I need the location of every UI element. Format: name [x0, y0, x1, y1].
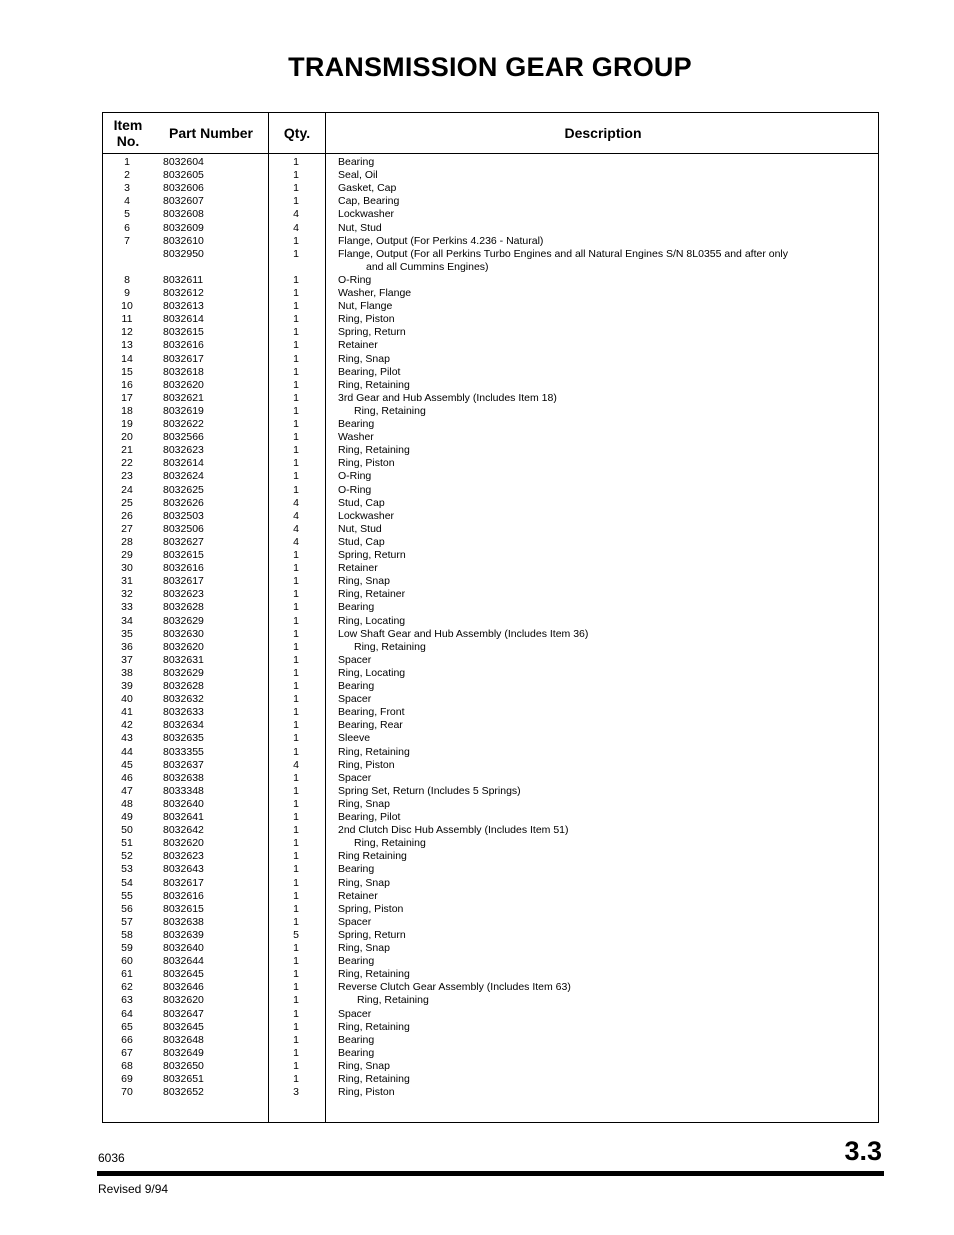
- quantity: 4: [293, 535, 299, 548]
- description: Bearing: [338, 601, 375, 614]
- description: Washer: [338, 431, 374, 444]
- description: Ring, Snap: [338, 797, 390, 810]
- item-number: 51: [121, 837, 133, 850]
- item-number: 40: [121, 693, 133, 706]
- description: Ring, Retainer: [338, 588, 406, 601]
- item-number: 2: [124, 169, 130, 182]
- quantity: 1: [293, 994, 299, 1007]
- description: Ring Retaining: [338, 850, 407, 863]
- part-number: 8032612: [163, 287, 204, 299]
- item-number: 30: [121, 562, 133, 575]
- part-number: 8032630: [163, 627, 204, 640]
- quantity: 1: [293, 483, 299, 496]
- description: O-Ring: [338, 273, 372, 286]
- part-number: 8032620: [163, 994, 204, 1007]
- item-number: 70: [121, 1086, 133, 1099]
- description: Ring, Locating: [338, 666, 406, 679]
- item-number: 14: [121, 352, 133, 365]
- quantity: 1: [293, 247, 299, 260]
- description: Ring, Piston: [338, 758, 395, 771]
- item-number: 63: [121, 994, 133, 1007]
- part-number: 8032623: [163, 588, 204, 601]
- header-part-number: Part Number: [168, 125, 254, 141]
- quantity: 1: [293, 955, 299, 968]
- quantity: 3: [293, 1086, 299, 1099]
- part-number: 8032616: [163, 562, 204, 575]
- quantity: 1: [293, 300, 299, 313]
- header-divider: [103, 153, 878, 154]
- part-number: 8032626: [163, 496, 204, 509]
- description: Bearing: [338, 680, 375, 692]
- part-number: 8032950: [163, 247, 204, 260]
- item-number: 15: [121, 365, 133, 378]
- quantity: 4: [293, 208, 299, 221]
- item-number: 6: [124, 221, 130, 234]
- description: Ring, Retaining: [354, 640, 426, 653]
- description: Ring, Piston: [338, 1086, 395, 1099]
- part-number: 8032611: [163, 273, 204, 286]
- parts-table: [102, 112, 879, 1123]
- item-number: 39: [121, 680, 133, 692]
- quantity: 1: [293, 771, 299, 784]
- quantity: 1: [293, 404, 299, 417]
- quantity: 1: [293, 156, 299, 168]
- description: Spring Set, Return (Includes 5 Springs): [338, 784, 521, 797]
- part-number: 8032629: [163, 614, 204, 627]
- item-number: 53: [121, 863, 133, 876]
- part-number: 8032640: [163, 942, 204, 954]
- quantity: 1: [293, 706, 299, 719]
- part-number: 8032608: [163, 208, 204, 221]
- description: Bearing: [338, 156, 375, 168]
- quantity: 1: [293, 1020, 299, 1033]
- item-number: 22: [121, 457, 133, 470]
- part-number: 8032641: [163, 811, 204, 823]
- quantity: 1: [293, 470, 299, 483]
- item-number: 11: [121, 313, 133, 326]
- part-number: 8032616: [163, 889, 204, 902]
- description: Nut, Stud: [338, 221, 382, 234]
- quantity: 1: [293, 889, 299, 902]
- item-number: 65: [121, 1020, 133, 1033]
- item-number: 31: [121, 575, 133, 588]
- quantity: 1: [293, 234, 299, 247]
- quantity: 1: [293, 444, 299, 457]
- item-number: 52: [121, 850, 133, 863]
- description: Spring, Piston: [338, 902, 404, 915]
- item-number: 33: [121, 601, 133, 614]
- quantity: 1: [293, 915, 299, 928]
- item-number: 46: [121, 771, 133, 784]
- item-number: 64: [121, 1007, 133, 1020]
- part-number: 8032647: [163, 1007, 204, 1020]
- description: O-Ring: [338, 470, 372, 483]
- item-number: 26: [121, 509, 133, 522]
- item-number: 25: [121, 496, 133, 509]
- quantity: 1: [293, 732, 299, 745]
- item-number: 50: [121, 824, 133, 837]
- part-number: 8032645: [163, 968, 204, 981]
- item-number: 60: [121, 955, 133, 968]
- part-number: 8032618: [163, 365, 204, 378]
- description: Ring, Locating: [338, 614, 406, 627]
- quantity: 1: [293, 797, 299, 810]
- description: Retainer: [338, 339, 378, 352]
- description: Ring, Retaining: [338, 444, 410, 457]
- part-number: 8032627: [163, 535, 204, 548]
- column-divider: [325, 113, 326, 1122]
- part-number: 8032643: [163, 863, 204, 876]
- item-number: 43: [121, 732, 133, 745]
- item-number: 32: [121, 588, 133, 601]
- footer-rule: [97, 1171, 884, 1176]
- part-number: 8032610: [163, 234, 204, 247]
- part-number: 8032651: [163, 1073, 204, 1085]
- quantity: 4: [293, 758, 299, 771]
- quantity: 5: [293, 928, 299, 941]
- part-number: 8032614: [163, 313, 204, 326]
- quantity: 1: [293, 588, 299, 601]
- part-number: 8032645: [163, 1020, 204, 1033]
- item-number: 10: [121, 300, 133, 313]
- description: 2nd Clutch Disc Hub Assembly (Includes Item 51): [338, 824, 569, 837]
- description: Bearing: [338, 418, 375, 430]
- item-number: 8: [124, 273, 130, 286]
- item-number: 49: [121, 811, 133, 823]
- description: Washer, Flange: [338, 287, 412, 299]
- item-number: 23: [121, 470, 133, 483]
- quantity: 1: [293, 549, 299, 561]
- description: Ring, Snap: [338, 876, 390, 889]
- item-number: 56: [121, 902, 133, 915]
- description: Retainer: [338, 562, 378, 575]
- item-number: 55: [121, 889, 133, 902]
- description: Flange, Output (For Perkins 4.236 - Natural): [338, 234, 544, 247]
- quantity: 1: [293, 1033, 299, 1046]
- description: Bearing, Pilot: [338, 365, 401, 378]
- description: Ring, Retaining: [354, 404, 426, 417]
- description: Gasket, Cap: [338, 182, 397, 195]
- quantity: 1: [293, 457, 299, 470]
- description: Ring, Snap: [338, 352, 390, 365]
- part-number: 8032650: [163, 1059, 204, 1072]
- part-number: 8032613: [163, 300, 204, 313]
- item-number: 17: [121, 391, 133, 404]
- description: Lockwasher: [338, 208, 395, 221]
- quantity: 1: [293, 182, 299, 195]
- item-number: 3: [124, 182, 130, 195]
- quantity: 1: [293, 1059, 299, 1072]
- part-number: 8032607: [163, 195, 204, 208]
- part-number: 8032648: [163, 1033, 204, 1046]
- description: Nut, Flange: [338, 300, 393, 313]
- part-number: 8032606: [163, 182, 204, 195]
- part-number: 8032503: [163, 509, 204, 522]
- quantity: 1: [293, 614, 299, 627]
- part-number: 8032633: [163, 706, 204, 719]
- item-number: 18: [121, 404, 133, 417]
- description: Spring, Return: [338, 549, 406, 561]
- item-number: 68: [121, 1059, 133, 1072]
- part-number: 8032566: [163, 431, 204, 444]
- quantity: 1: [293, 601, 299, 614]
- part-number: 8032617: [163, 876, 204, 889]
- quantity: 1: [293, 942, 299, 954]
- item-number: 61: [121, 968, 133, 981]
- header-no-label: No.: [116, 133, 140, 149]
- quantity: 1: [293, 1073, 299, 1085]
- description: Spacer: [338, 1007, 372, 1020]
- quantity: 1: [293, 666, 299, 679]
- quantity: 1: [293, 575, 299, 588]
- description: Spacer: [338, 915, 372, 928]
- description: Spacer: [338, 693, 372, 706]
- part-number: 8033355: [163, 745, 204, 758]
- description: Ring, Snap: [338, 575, 390, 588]
- quantity: 1: [293, 850, 299, 863]
- part-number: 8032622: [163, 418, 204, 430]
- part-number: 8032616: [163, 339, 204, 352]
- quantity: 1: [293, 562, 299, 575]
- part-number: 8032644: [163, 955, 204, 968]
- quantity: 4: [293, 496, 299, 509]
- item-number: 54: [121, 876, 133, 889]
- part-number: 8032652: [163, 1086, 204, 1099]
- part-number: 8032620: [163, 378, 204, 391]
- quantity: 1: [293, 287, 299, 299]
- item-number: 57: [121, 915, 133, 928]
- part-number: 8032646: [163, 981, 204, 994]
- header-qty: Qty.: [283, 125, 311, 141]
- quantity: 1: [293, 326, 299, 339]
- part-number: 8032632: [163, 693, 204, 706]
- description: Bearing, Front: [338, 706, 405, 719]
- section-number: 3.3: [844, 1136, 882, 1166]
- description: Spring, Return: [338, 326, 406, 339]
- part-number: 8032614: [163, 457, 204, 470]
- quantity: 1: [293, 680, 299, 692]
- quantity: 1: [293, 1046, 299, 1059]
- part-number: 8032615: [163, 326, 204, 339]
- item-number: 67: [121, 1046, 133, 1059]
- description: Cap, Bearing: [338, 195, 400, 208]
- part-number: 8032638: [163, 915, 204, 928]
- part-number: 8032624: [163, 470, 204, 483]
- description-continuation: and all Cummins Engines): [366, 260, 489, 273]
- item-number: 19: [121, 418, 133, 430]
- item-number: 12: [121, 326, 133, 339]
- description: Reverse Clutch Gear Assembly (Includes Item 63): [338, 981, 571, 994]
- description: 3rd Gear and Hub Assembly (Includes Item 18): [338, 391, 557, 404]
- item-number: 20: [121, 431, 133, 444]
- description: Low Shaft Gear and Hub Assembly (Includes Item 36): [338, 627, 589, 640]
- quantity: 1: [293, 784, 299, 797]
- quantity: 1: [293, 745, 299, 758]
- description: Ring, Retaining: [338, 968, 410, 981]
- quantity: 1: [293, 693, 299, 706]
- description: Ring, Piston: [338, 457, 395, 470]
- description: Spring, Return: [338, 928, 406, 941]
- item-number: 5: [124, 208, 130, 221]
- item-number: 47: [121, 784, 133, 797]
- description: Ring, Retaining: [354, 837, 426, 850]
- part-number: 8032634: [163, 719, 204, 732]
- quantity: 4: [293, 522, 299, 535]
- part-number: 8032631: [163, 653, 204, 666]
- description: Ring, Retaining: [338, 1073, 410, 1085]
- item-number: 37: [121, 653, 133, 666]
- part-number: 8032625: [163, 483, 204, 496]
- description: Bearing: [338, 1046, 375, 1059]
- item-number: 45: [121, 758, 133, 771]
- description: Spacer: [338, 653, 372, 666]
- part-number: 8032620: [163, 837, 204, 850]
- part-number: 8032638: [163, 771, 204, 784]
- quantity: 1: [293, 431, 299, 444]
- item-number: 44: [121, 745, 133, 758]
- item-number: 29: [121, 549, 133, 561]
- part-number: 8032619: [163, 404, 204, 417]
- header-description: Description: [564, 125, 642, 141]
- part-number: 8032623: [163, 444, 204, 457]
- quantity: 1: [293, 640, 299, 653]
- part-number: 8032639: [163, 928, 204, 941]
- item-number: 21: [121, 444, 133, 457]
- quantity: 1: [293, 1007, 299, 1020]
- quantity: 1: [293, 313, 299, 326]
- header-item-no: [103, 113, 153, 153]
- quantity: 1: [293, 378, 299, 391]
- part-number: 8032615: [163, 549, 204, 561]
- part-number: 8032623: [163, 850, 204, 863]
- quantity: 1: [293, 627, 299, 640]
- description: Lockwasher: [338, 509, 395, 522]
- description: Bearing, Pilot: [338, 811, 401, 823]
- description: Ring, Retaining: [338, 1020, 410, 1033]
- quantity: 1: [293, 902, 299, 915]
- description: Bearing: [338, 955, 375, 968]
- quantity: 1: [293, 719, 299, 732]
- item-number: 1: [124, 156, 130, 168]
- description: Stud, Cap: [338, 496, 385, 509]
- part-number: 8032637: [163, 758, 204, 771]
- description: Bearing, Rear: [338, 719, 403, 732]
- part-number: 8032604: [163, 156, 204, 168]
- item-number: 42: [121, 719, 133, 732]
- item-number: 36: [121, 640, 133, 653]
- header-item-label: Item: [113, 117, 143, 133]
- quantity: 1: [293, 273, 299, 286]
- part-number: 8032628: [163, 680, 204, 692]
- description: Ring, Piston: [338, 313, 395, 326]
- item-number: 13: [121, 339, 133, 352]
- item-number: 59: [121, 942, 133, 954]
- part-number: 8032617: [163, 352, 204, 365]
- item-number: 9: [124, 287, 130, 299]
- quantity: 4: [293, 509, 299, 522]
- part-number: 8032620: [163, 640, 204, 653]
- part-number: 8032635: [163, 732, 204, 745]
- item-number: 16: [121, 378, 133, 391]
- revision-note: Revised 9/94: [98, 1182, 169, 1196]
- quantity: 1: [293, 653, 299, 666]
- quantity: 1: [293, 837, 299, 850]
- part-number: 8032649: [163, 1046, 204, 1059]
- part-number: 8032640: [163, 797, 204, 810]
- description: Flange, Output (For all Perkins Turbo Engines and all Natural Engines S/N 8L0355 and after only: [338, 247, 789, 260]
- item-number: 4: [124, 195, 130, 208]
- description: Ring, Retaining: [338, 745, 410, 758]
- page-title: TRANSMISSION GEAR GROUP: [288, 52, 692, 82]
- description: Seal, Oil: [338, 169, 378, 182]
- description: Ring, Snap: [338, 1059, 390, 1072]
- part-number: 8033348: [163, 784, 204, 797]
- quantity: 1: [293, 876, 299, 889]
- item-number: 66: [121, 1033, 133, 1046]
- document-number: 6036: [98, 1151, 125, 1165]
- item-number: 35: [121, 627, 133, 640]
- quantity: 1: [293, 391, 299, 404]
- quantity: 1: [293, 418, 299, 430]
- part-number: 8032617: [163, 575, 204, 588]
- item-number: 24: [121, 483, 133, 496]
- description: Retainer: [338, 889, 378, 902]
- description: Nut, Stud: [338, 522, 382, 535]
- item-number: 27: [121, 522, 133, 535]
- item-number: 34: [121, 614, 133, 627]
- description: Bearing: [338, 863, 375, 876]
- item-number: 41: [121, 706, 133, 719]
- quantity: 1: [293, 824, 299, 837]
- item-number: 69: [121, 1073, 133, 1085]
- item-number: 28: [121, 535, 133, 548]
- quantity: 1: [293, 339, 299, 352]
- part-number: 8032628: [163, 601, 204, 614]
- item-number: 58: [121, 928, 133, 941]
- description: Sleeve: [338, 732, 371, 745]
- description: Stud, Cap: [338, 535, 385, 548]
- quantity: 1: [293, 863, 299, 876]
- description: Bearing: [338, 1033, 375, 1046]
- part-number: 8032629: [163, 666, 204, 679]
- description: Spacer: [338, 771, 372, 784]
- part-number: 8032642: [163, 824, 204, 837]
- quantity: 1: [293, 365, 299, 378]
- quantity: 1: [293, 169, 299, 182]
- quantity: 1: [293, 981, 299, 994]
- part-number: 8032615: [163, 902, 204, 915]
- part-number: 8032605: [163, 169, 204, 182]
- description: O-Ring: [338, 483, 372, 496]
- quantity: 4: [293, 221, 299, 234]
- item-number: 62: [121, 981, 133, 994]
- description: Ring, Retaining: [338, 378, 410, 391]
- description: Ring, Retaining: [357, 994, 429, 1007]
- description: Ring, Snap: [338, 942, 390, 954]
- item-number: 48: [121, 797, 133, 810]
- quantity: 1: [293, 968, 299, 981]
- quantity: 1: [293, 352, 299, 365]
- quantity: 1: [293, 811, 299, 823]
- item-number: 38: [121, 666, 133, 679]
- part-number: 8032621: [163, 391, 204, 404]
- item-number: 7: [124, 234, 130, 247]
- part-number: 8032506: [163, 522, 204, 535]
- part-number: 8032609: [163, 221, 204, 234]
- quantity: 1: [293, 195, 299, 208]
